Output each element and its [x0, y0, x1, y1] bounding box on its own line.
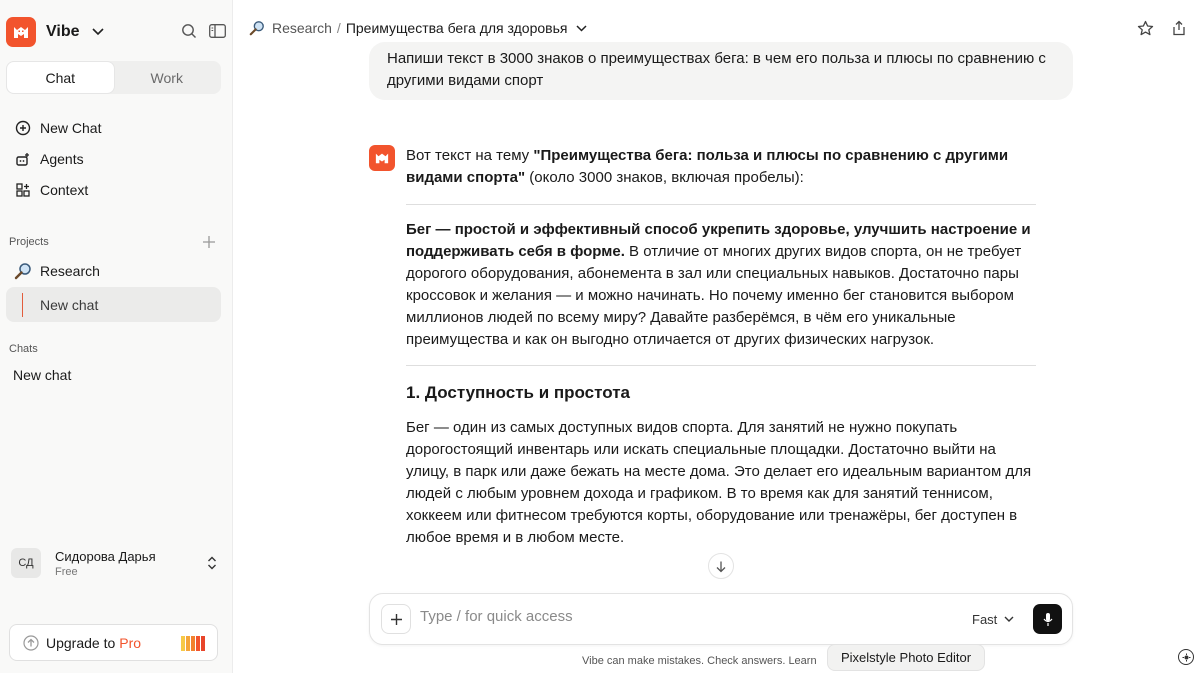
- cat-logo-icon: [6, 17, 36, 47]
- disclaimer: Vibe can make mistakes. Check answers. Learn: [582, 655, 817, 667]
- breadcrumb: [248, 19, 587, 37]
- share-icon[interactable]: [1170, 19, 1188, 37]
- message-input[interactable]: [420, 608, 920, 625]
- chevron-down-icon[interactable]: [576, 25, 587, 32]
- chevron-down-icon: [1003, 610, 1015, 628]
- arrow-up-circle-icon: [22, 634, 40, 652]
- magnifier-icon: [14, 262, 32, 280]
- help-icon[interactable]: [1178, 649, 1194, 665]
- sidebar-toggle-icon[interactable]: [208, 22, 226, 40]
- user-name: Сидорова Дарья: [55, 548, 156, 564]
- user-plan: Free: [55, 565, 78, 578]
- user-message: Напиши текст в 3000 знаков о преимуществах бега: в чем его польза и плюсы по сравнению с другими видами спорт: [369, 42, 1073, 100]
- nav-label: New Chat: [40, 119, 102, 136]
- scroll-down-button[interactable]: [708, 553, 734, 579]
- divider: [406, 204, 1036, 205]
- context-icon: [14, 181, 32, 199]
- upgrade-pro-label: Pro: [119, 634, 142, 651]
- main-nav: [14, 112, 101, 205]
- search-icon[interactable]: [180, 22, 198, 40]
- assistant-message: [406, 145, 1036, 549]
- paragraph: Бег — один из самых доступных видов спорта. Для занятий не нужно покупать дорогостоящий инвентарь или искать специальные площадки. Достаточно выйти на улицу, в парк или даже бежать на месте дома. Это делает его идеальным вариантом для людей с любым уровнем дохода и графиком. В то время как для занятий теннисом, хоккеем или фитнесом требуются корты, оборудование или тренажёры, бег доступен в любое время и в любом месте.: [406, 419, 1032, 546]
- assistant-intro: [406, 145, 1036, 189]
- agents-icon: [14, 150, 32, 168]
- upgrade-label: Upgrade to: [46, 634, 116, 651]
- pro-badge-icon: [181, 636, 205, 651]
- project-chat-item[interactable]: [6, 287, 221, 322]
- avatar: СД: [11, 548, 41, 578]
- sidebar: [0, 0, 233, 673]
- intro-suffix: (около 3000 знаков, включая пробелы):: [525, 169, 804, 186]
- active-indicator: [22, 293, 23, 317]
- star-icon[interactable]: [1136, 19, 1154, 37]
- breadcrumb-separator: /: [336, 20, 341, 36]
- intro-topic: "Преимущества бега: польза и плюсы по сравнению с другими видами спорта": [406, 147, 1009, 186]
- microphone-icon[interactable]: [1033, 604, 1062, 634]
- chat-title[interactable]: Преимущества бега для здоровья: [345, 20, 568, 36]
- nav-label: Context: [40, 181, 89, 198]
- project-chat-label: New chat: [40, 296, 99, 313]
- nav-new-chat[interactable]: [14, 112, 101, 143]
- paragraph: [406, 219, 1036, 351]
- paragraph-lead: Бег — простой и эффективный способ укрепить здоровье, улучшить настроение и поддерживать себя в форме.: [406, 221, 1031, 260]
- nav-label: Agents: [40, 150, 84, 167]
- breadcrumb-project[interactable]: Research: [272, 20, 332, 36]
- divider: [406, 365, 1036, 366]
- attach-plus-icon[interactable]: [381, 604, 411, 634]
- assistant-avatar-icon: [369, 145, 395, 171]
- chevron-down-icon: [92, 28, 104, 36]
- chevron-updown-icon: [207, 556, 217, 575]
- tab-work[interactable]: Work: [150, 69, 183, 86]
- tab-chat[interactable]: Chat: [7, 62, 114, 93]
- project-research[interactable]: [14, 259, 100, 283]
- mode-tabs: [6, 61, 221, 94]
- app-name: Vibe: [46, 23, 80, 40]
- workspace-switcher[interactable]: [6, 17, 104, 47]
- paragraph-body: В отличие от многих других видов спорта, он не требует дорогого оборудования, абонемента в зал или специальных навыков. Достаточно пары кроссовок и желания — и можно начинать. Но почему именно бег становится выбором миллионов людей по всему миру? Давайте разберёмся, в чём его уникальные преимущества и как он выгодно отличается от других физических нагрузок.: [406, 243, 1022, 348]
- mode-label: Fast: [972, 611, 998, 627]
- project-label: Research: [40, 263, 100, 279]
- section-heading: 1. Доступность и простота: [406, 383, 630, 402]
- message-composer: [369, 593, 1073, 645]
- projects-heading: Projects: [9, 236, 49, 248]
- intro-text: Вот текст на тему: [406, 147, 534, 164]
- user-menu[interactable]: [11, 548, 221, 578]
- chat-list-item[interactable]: New chat: [13, 367, 72, 383]
- add-project-plus-icon[interactable]: [200, 233, 218, 251]
- chats-heading: Chats: [9, 343, 38, 355]
- nav-agents[interactable]: [14, 143, 101, 174]
- model-mode-select[interactable]: [972, 610, 1015, 628]
- magnifier-icon: [248, 19, 266, 37]
- nav-context[interactable]: [14, 174, 101, 205]
- plus-circle-icon: [14, 119, 32, 137]
- upgrade-button[interactable]: [9, 624, 218, 661]
- tooltip: Pixelstyle Photo Editor: [827, 644, 985, 671]
